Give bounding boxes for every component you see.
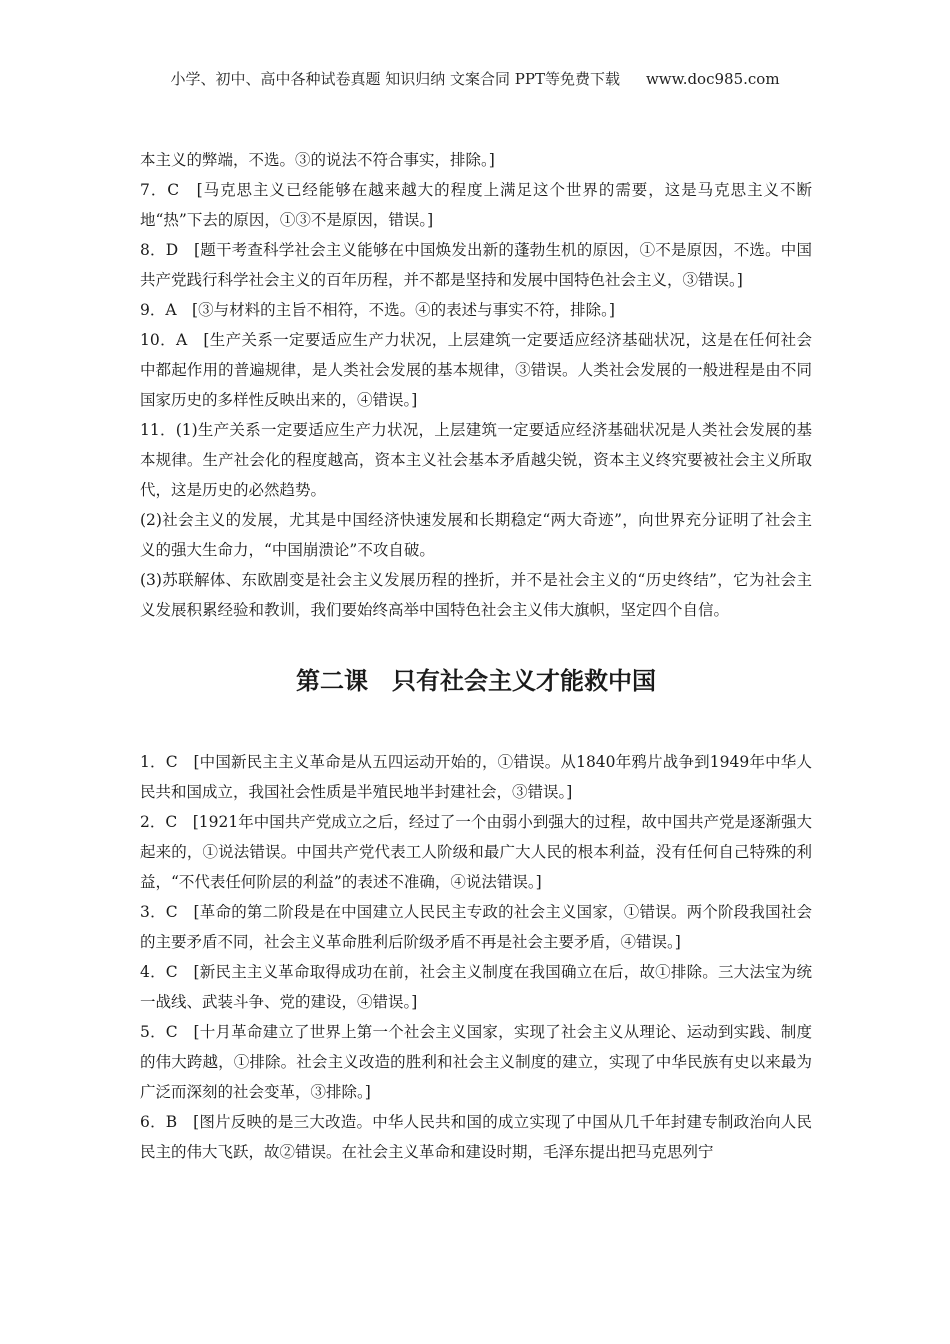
answer-paragraph: 10．A [生产关系一定要适应生产力状况，上层建筑一定要适应经济基础状况，这是在任何社会中都起作用的普遍规律，是人类社会发展的基本规律，③错误。人类社会发展的一般进程是由不同国家历史的多样性反映出来的，④错误。] [140,331,812,409]
answer-paragraph: 1．C [中国新民主主义革命是从五四运动开始的，①错误。从1840年鸦片战争到1949年中华人民共和国成立，我国社会性质是半殖民地半封建社会，③错误。] [140,753,812,801]
answer-paragraph: 7．C [马克思主义已经能够在越来越大的程度上满足这个世界的需要，这是马克思主义不断地“热”下去的原因，①③不是原因，错误。] [140,181,812,229]
header-site-url[interactable]: www.doc985.com [645,70,780,88]
lesson-title: 第二课 只有社会主义才能救中国 [296,667,656,695]
document-body [140,145,812,1167]
answer-paragraph: 11．(1)生产关系一定要适应生产力状况，上层建筑一定要适应经济基础状况是人类社会发展的基本规律。生产社会化的程度越高，资本主义社会基本矛盾越尖锐，资本主义终究要被社会主义所取代，这是历史的必然趋势。 [140,421,812,499]
answer-paragraph: 8．D [题干考查科学社会主义能够在中国焕发出新的蓬勃生机的原因，①不是原因，不选。中国共产党践行科学社会主义的百年历程，并不都是坚持和发展中国特色社会主义，③错误。] [140,241,812,289]
header-text: 小学、初中、高中各种试卷真题 知识归纳 文案合同 PPT等免费下载 [170,70,620,88]
answer-paragraph: 2．C [1921年中国共产党成立之后，经过了一个由弱小到强大的过程，故中国共产党是逐渐强大起来的，①说法错误。中国共产党代表工人阶级和最广大人民的根本利益，没有任何自己特殊的利益，“不代表任何阶层的利益”的表述不准确，④说法错误。] [140,813,812,891]
answer-paragraph: (3)苏联解体、东欧剧变是社会主义发展历程的挫折，并不是社会主义的“历史终结”，它为社会主义发展积累经验和教训，我们要始终高举中国特色社会主义伟大旗帜，坚定四个自信。 [140,571,812,619]
page-header [0,68,950,89]
answer-paragraph: 3．C [革命的第二阶段是在中国建立人民民主专政的社会主义国家，①错误。两个阶段我国社会的主要矛盾不同，社会主义革命胜利后阶级矛盾不再是社会主要矛盾，④错误。] [140,903,812,951]
answer-paragraph: 本主义的弊端，不选。③的说法不符合事实，排除。] [140,151,495,169]
answer-paragraph: (2)社会主义的发展，尤其是中国经济快速发展和长期稳定“两大奇迹”，向世界充分证明了社会主义的强大生命力，“中国崩溃论”不攻自破。 [140,511,812,559]
answer-paragraph: 4．C [新民主主义革命取得成功在前，社会主义制度在我国确立在后，故①排除。三大法宝为统一战线、武装斗争、党的建设，④错误。] [140,963,812,1011]
answer-paragraph: 5．C [十月革命建立了世界上第一个社会主义国家，实现了社会主义从理论、运动到实践、制度的伟大跨越，①排除。社会主义改造的胜利和社会主义制度的建立，实现了中华民族有史以来最为广泛而深刻的社会变革，③排除。] [140,1023,812,1101]
answer-paragraph: 9．A [③与材料的主旨不相符，不选。④的表述与事实不符，排除。] [140,301,615,319]
answer-paragraph: 6．B [图片反映的是三大改造。中华人民共和国的成立实现了中国从几千年封建专制政治向人民民主的伟大飞跃，故②错误。在社会主义革命和建设时期，毛泽东提出把马克思列宁 [140,1113,812,1161]
